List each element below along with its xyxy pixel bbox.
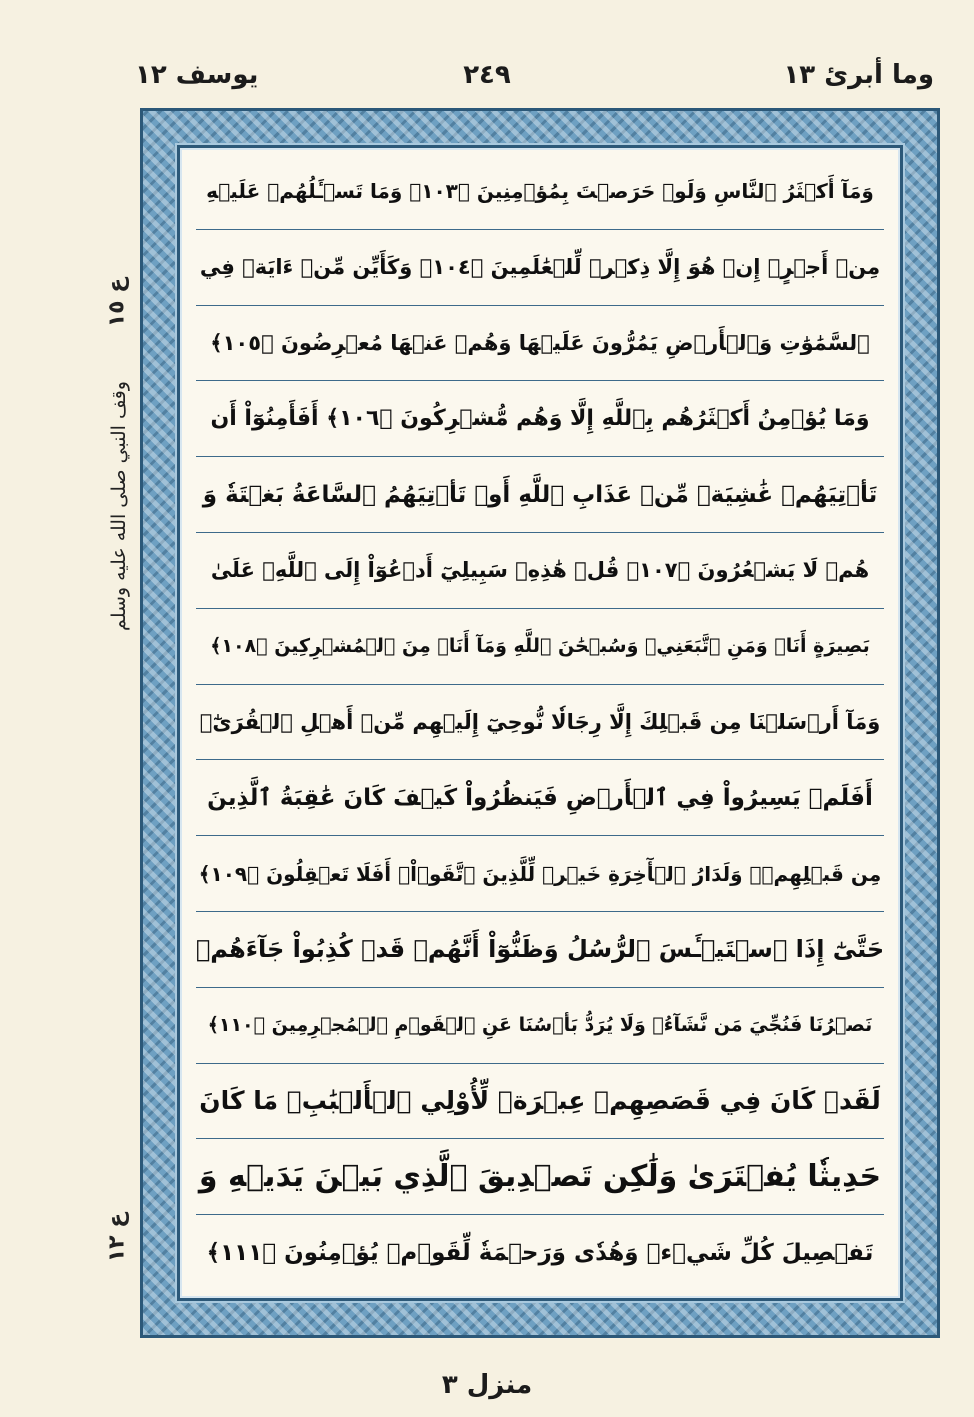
verse-line: تَفۡصِيلَ كُلِّ شَيۡءٖ وَهُدٗى وَرَحۡمَةٗ لِّقَوۡمٖ يُؤۡمِنُونَ ﴿١١١﴾ (206, 1239, 874, 1266)
ruku-marker-top: ع ١٥ (104, 277, 130, 328)
ruku-marker-bottom: ع ١٢ (104, 1212, 130, 1263)
verse-line: مِن قَبۡلِهِمۡۗ وَلَدَارُ ٱلۡأٓخِرَةِ خَيۡرٞ لِّلَّذِينَ ٱتَّقَوۡاْۚ أَفَلَا تَعۡقِلُونَ ﴿١٠٩﴾ (196, 836, 884, 912)
verse-line: وَمَآ أَرۡسَلۡنَا مِن قَبۡلِكَ إِلَّا رِجَالٗا نُّوحِيٓ إِلَيۡهِم مِّنۡ أَهۡلِ ٱلۡقُرَىٰٓۗ (196, 685, 884, 761)
verse-line: بَصِيرَةٍ أَنَا۠ وَمَنِ ٱتَّبَعَنِيۖ وَسُبۡحَٰنَ ٱللَّهِ وَمَآ أَنَا۠ مِنَ ٱلۡمُشۡرِكِينَ ﴿١٠٨﴾ (196, 609, 884, 685)
verse-line: هُمۡ لَا يَشۡعُرُونَ ﴿١٠٧﴾ قُلۡ هَٰذِهِۦ سَبِيلِيٓ أَدۡعُوٓاْ إِلَى ٱللَّهِۚ عَلَىٰ (196, 533, 884, 609)
ornamental-border (140, 108, 940, 1338)
manzil-footer: منزل ٣ (441, 1370, 533, 1400)
verse-line: ٱلسَّمَٰوَٰتِ وَٱلۡأَرۡضِ يَمُرُّونَ عَلَيۡهَا وَهُمۡ عَنۡهَا مُعۡرِضُونَ ﴿١٠٥﴾ (196, 306, 884, 382)
verse-line: حَتَّىٰٓ إِذَا ٱسۡتَيۡـَٔسَ ٱلرُّسُلُ وَظَنُّوٓاْ أَنَّهُمۡ قَدۡ كُذِبُواْ جَآءَهُمۡ (196, 912, 884, 988)
text-panel (177, 145, 903, 1301)
verse-line: نَصۡرُنَا فَنُجِّيَ مَن نَّشَآءُۖ وَلَا يُرَدُّ بَأۡسُنَا عَنِ ٱلۡقَوۡمِ ٱلۡمُجۡرِمِينَ ﴿١١٠﴾ (196, 988, 884, 1064)
verse-lines (196, 154, 884, 1290)
verse-line: مِنۡ أَجۡرٍۚ إِنۡ هُوَ إِلَّا ذِكۡرٞ لِّلۡعَٰلَمِينَ ﴿١٠٤﴾ وَكَأَيِّن مِّنۡ ءَايَةٖ فِي (196, 230, 884, 306)
verse-line: حَدِيثٗا يُفۡتَرَىٰ وَلَٰكِن تَصۡدِيقَ ٱلَّذِي بَيۡنَ يَدَيۡهِ وَ (196, 1139, 884, 1215)
page-number: ٢٤٩ (463, 60, 511, 90)
verse-line: لَقَدۡ كَانَ فِي قَصَصِهِمۡ عِبۡرَةٞ لِّأُوْلِي ٱلۡأَلۡبَٰبِۗ مَا كَانَ (196, 1064, 884, 1140)
juz-name: وما أبرئ ١٣ (783, 60, 934, 90)
margin-waqf-note: وقف النبي صلى الله عليه وسلم (107, 381, 130, 631)
verse-line: وَمَآ أَكۡثَرُ ٱلنَّاسِ وَلَوۡ حَرَصۡتَ بِمُؤۡمِنِينَ ﴿١٠٣﴾ وَمَا تَسۡـَٔلُهُمۡ عَلَيۡهِ (196, 154, 884, 230)
verse-line: أَفَلَمۡ يَسِيرُواْ فِي ٱلۡأَرۡضِ فَيَنظُرُواْ كَيۡفَ كَانَ عَٰقِبَةُ ٱلَّذِينَ (196, 760, 884, 836)
page-header (0, 52, 974, 102)
verse-line: وَمَا يُؤۡمِنُ أَكۡثَرُهُم بِٱللَّهِ إِلَّا وَهُم مُّشۡرِكُونَ ﴿١٠٦﴾ أَفَأَمِنُوٓاْ أَن (196, 381, 884, 457)
surah-name: يوسف ١٢ (135, 60, 259, 90)
verse-line: تَأۡتِيَهُمۡ غَٰشِيَةٞ مِّنۡ عَذَابِ ٱللَّهِ أَوۡ تَأۡتِيَهُمُ ٱلسَّاعَةُ بَغۡتَةٗ وَ (196, 457, 884, 533)
